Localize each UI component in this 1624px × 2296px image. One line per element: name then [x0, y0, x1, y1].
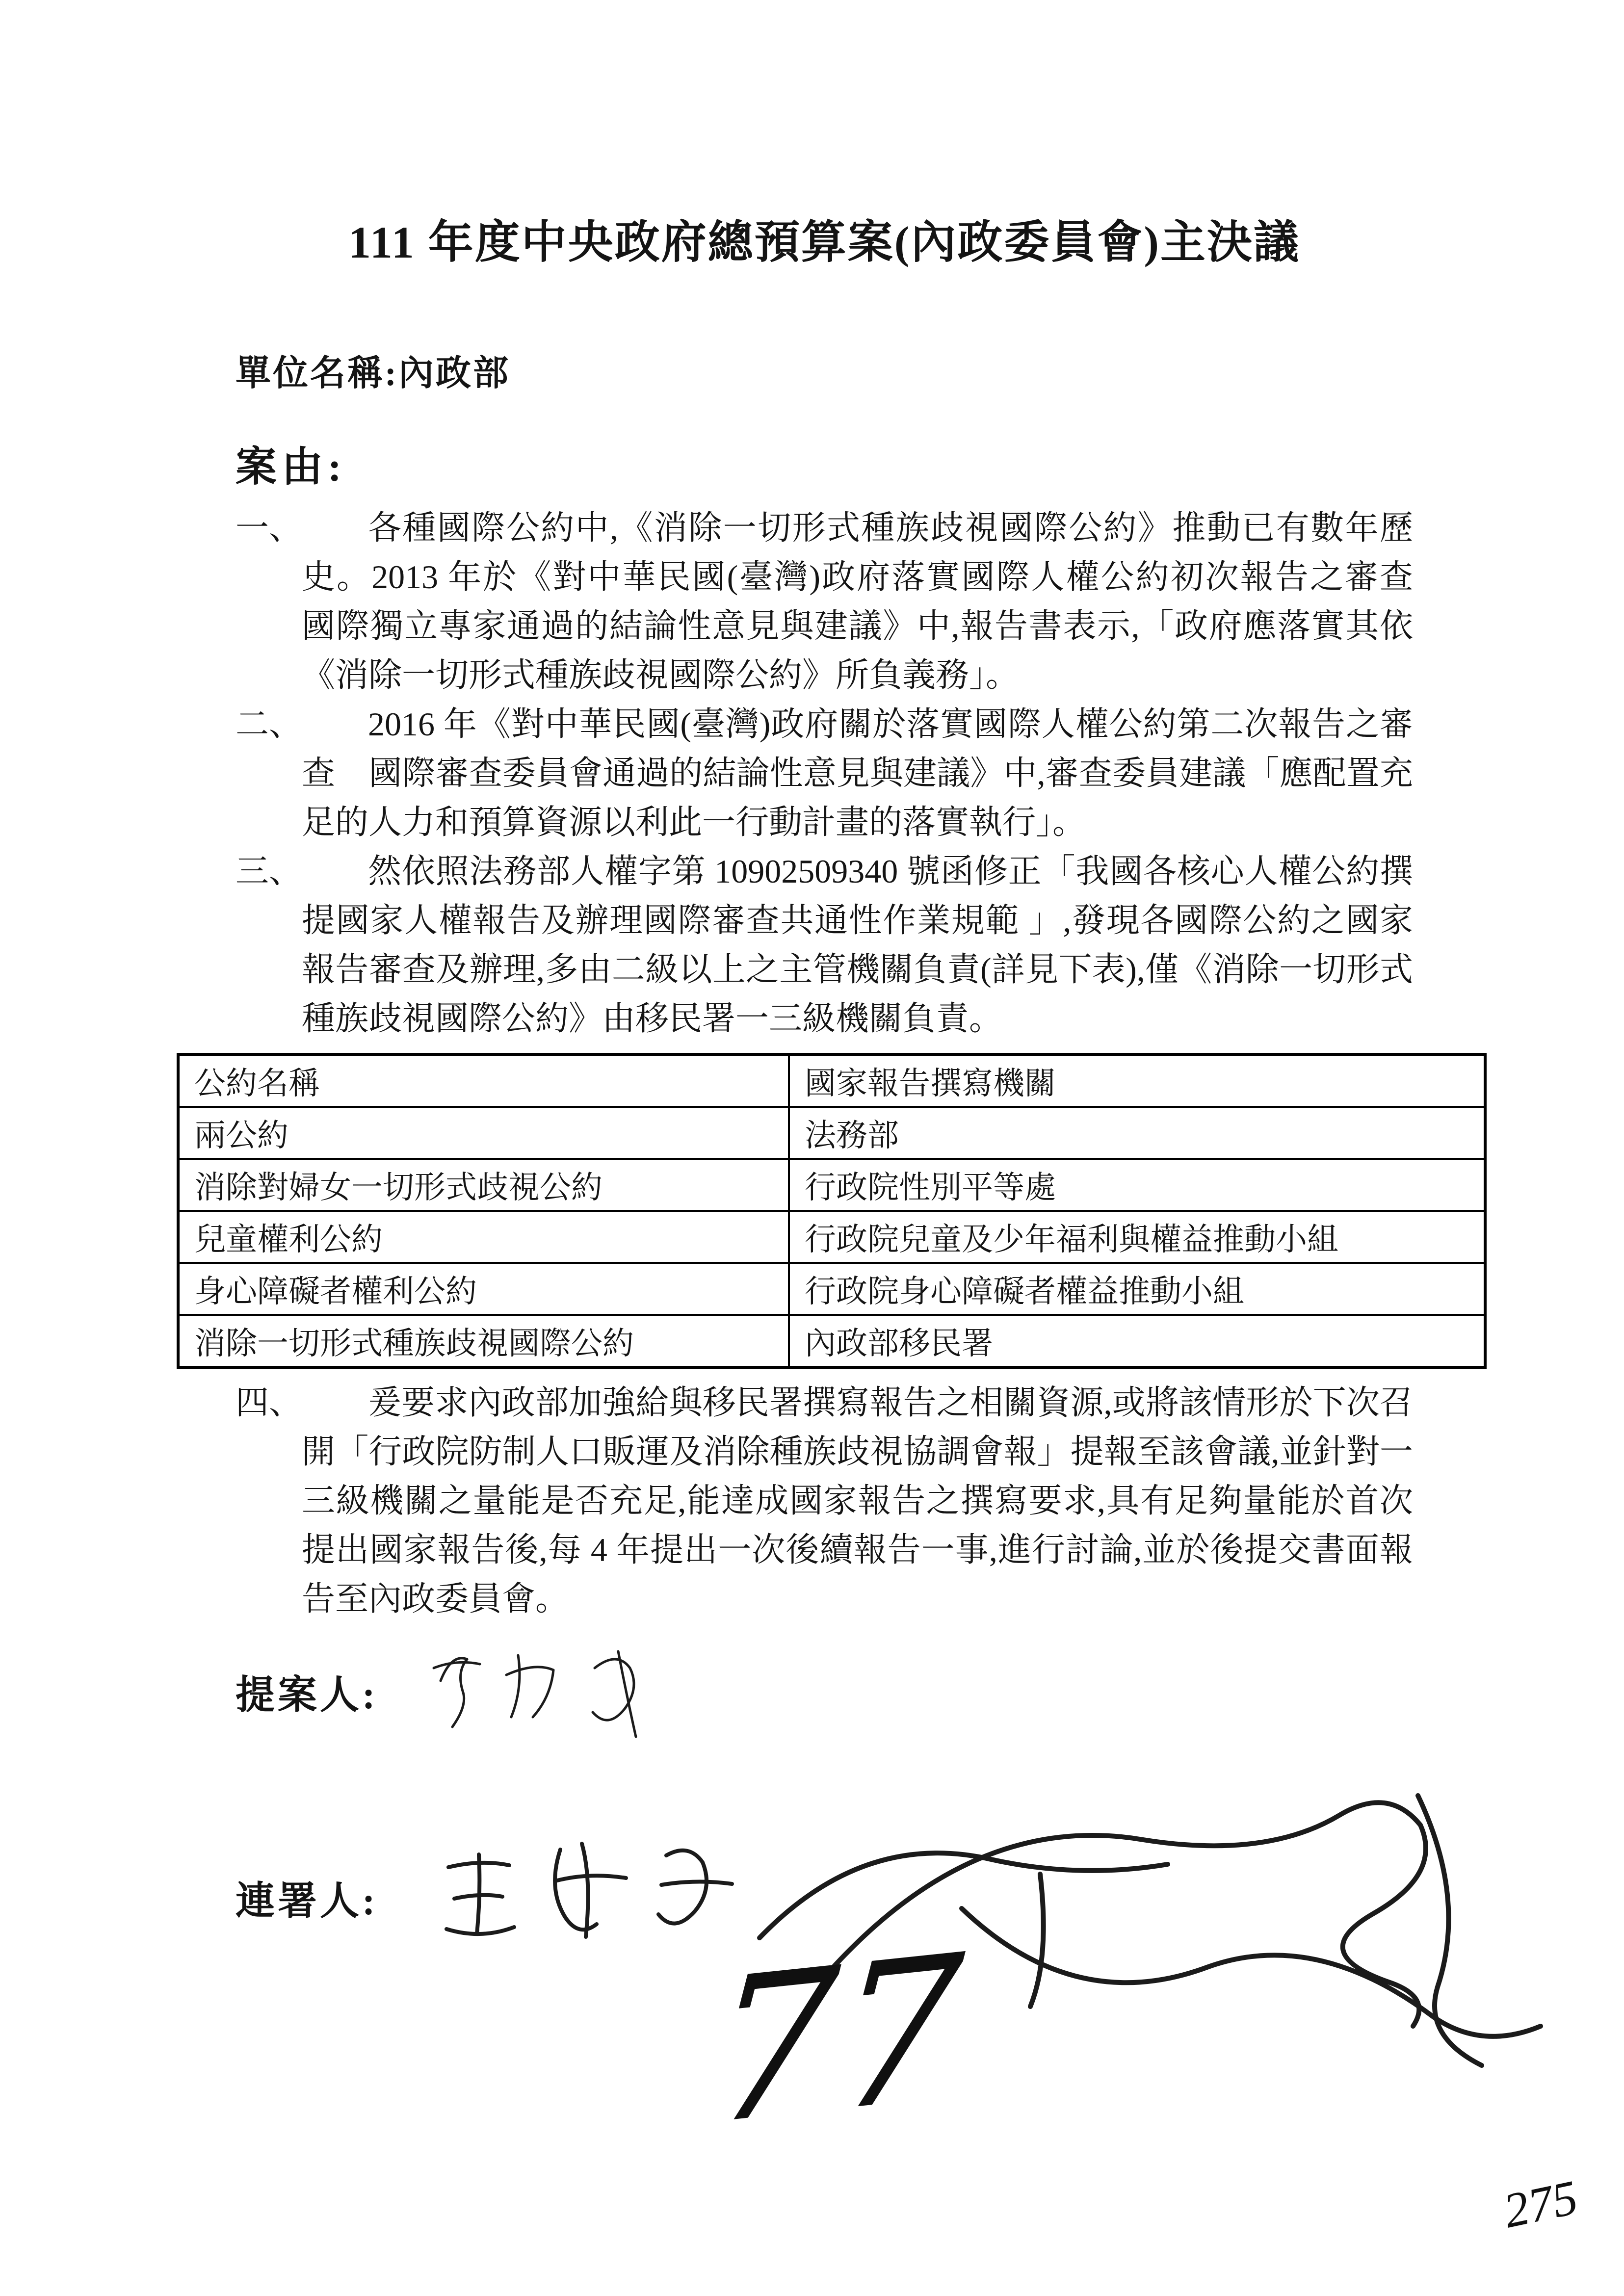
table-row	[178, 1054, 1485, 1107]
table-header-cell: 國家報告撰寫機關	[789, 1054, 1485, 1107]
item-text: 2016 年《對中華民國(臺灣)政府關於落實國際人權公約第二次報告之審查 國際審查委員會通過的結論性意見與建議》中,審查委員建議「應配置充足的人力和預算資源以利此一行動計畫的落實執行」。	[302, 705, 1413, 841]
item-marker: 四、	[236, 1384, 303, 1422]
table-row	[178, 1211, 1485, 1263]
list-item	[236, 700, 1413, 847]
table-cell: 兒童權利公約	[178, 1211, 789, 1263]
table-row	[178, 1263, 1485, 1315]
resolution-items	[236, 504, 1447, 1043]
convention-table	[177, 1053, 1487, 1369]
item-marker: 三、	[236, 852, 303, 890]
subject-label: 案由:	[236, 444, 346, 490]
table-cell: 行政院身心障礙者權益推動小組	[789, 1263, 1485, 1315]
table-cell: 法務部	[789, 1107, 1485, 1159]
item-marker: 一、	[236, 509, 303, 547]
table-cell: 行政院兒童及少年福利與權益推動小組	[789, 1211, 1485, 1263]
item-text: 然依照法務部人權字第 10902509340 號函修正「我國各核心人權公約撰提國家人權報告及辦理國際審查共通性作業規範 」,發現各國際公約之國家報告審查及辦理,多由二級以上之主管機關負責(詳見下表),僅《消除一切形式種族歧視國際公約》由移民署一三級機關負責。	[302, 852, 1413, 1037]
document-content	[194, 206, 1447, 2169]
proposer-label: 提案人:	[236, 1674, 378, 1718]
handwritten-page-number: 77	[704, 1912, 969, 2169]
handwritten-corner-mark: 275	[1499, 2169, 1582, 2239]
proposer-signature	[422, 1634, 697, 1756]
table-cell: 身心障礙者權利公約	[178, 1263, 789, 1315]
table-row	[178, 1107, 1485, 1159]
table-cell: 內政部移民署	[789, 1315, 1485, 1367]
document-title: 111 年度中央政府總預算案(內政委員會)主決議	[348, 217, 1301, 267]
table-row	[178, 1315, 1485, 1367]
unit-name-line: 單位名稱:內政部	[236, 354, 510, 393]
table-cell: 消除一切形式種族歧視國際公約	[178, 1315, 789, 1367]
table-cell: 兩公約	[178, 1107, 789, 1159]
list-item	[236, 1379, 1413, 1624]
table-row	[178, 1159, 1485, 1211]
item-text: 各種國際公約中,《消除一切形式種族歧視國際公約》推動已有數年歷史。2013 年於《對中華民國(臺灣)政府落實國際人權公約初次報告之審查 國際獨立專家通過的結論性意見與建議》中,報告書表示,「政府應落實其依《消除一切形式種族歧視國際公約》所負義務」。	[302, 509, 1447, 694]
item-marker: 二、	[236, 705, 303, 743]
item-text: 爰要求內政部加強給與移民署撰寫報告之相關資源,或將該情形於下次召開「行政院防制人口販運及消除種族歧視協調會報」提報至該會議,並針對一三級機關之量能是否充足,能達成國家報告之撰寫要求,具有足夠量能於首次提出國家報告後,每 4 年提出一次後續報告一事,進行討論,並於後提交書面報告至內政委員會。	[302, 1384, 1413, 1618]
list-item	[236, 847, 1413, 1044]
table-cell: 行政院性別平等處	[789, 1159, 1485, 1211]
table-header-cell: 公約名稱	[178, 1054, 789, 1107]
table-cell: 消除對婦女一切形式歧視公約	[178, 1159, 789, 1211]
cosigner-label: 連署人:	[236, 1880, 378, 1924]
signature-section	[236, 1658, 1413, 2169]
cosigner-signature-1	[432, 1820, 746, 1967]
list-item	[236, 504, 1447, 700]
